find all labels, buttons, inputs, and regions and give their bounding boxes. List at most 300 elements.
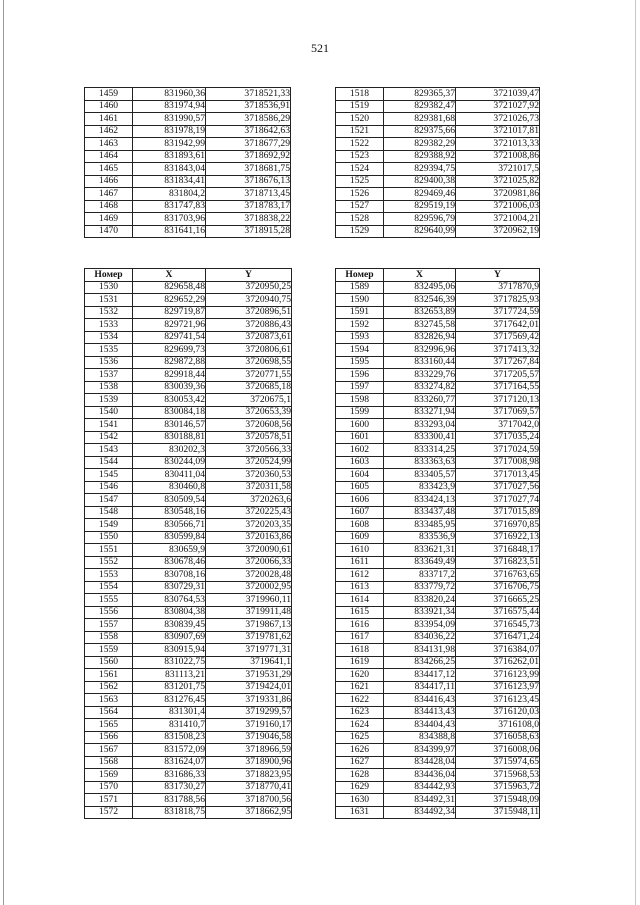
table-row xyxy=(85,113,291,126)
x-coordinate-cell: 830146,57 xyxy=(133,419,206,432)
point-number-cell: 1554 xyxy=(85,581,133,594)
x-coordinate-cell: 834417,12 xyxy=(384,669,456,682)
table-row xyxy=(336,225,540,238)
point-number-cell: 1592 xyxy=(336,319,384,332)
y-coordinate-cell: 3716665,25 xyxy=(456,594,540,607)
table-row xyxy=(336,631,540,644)
x-coordinate-cell: 833423,9 xyxy=(384,481,456,494)
y-coordinate-cell: 3718662,95 xyxy=(206,806,292,819)
x-coordinate-cell: 834131,98 xyxy=(384,644,456,657)
x-coordinate-cell: 833485,95 xyxy=(384,519,456,532)
x-coordinate-cell: 829382,29 xyxy=(384,138,456,151)
table-row xyxy=(336,294,540,307)
x-coordinate-cell: 831703,96 xyxy=(133,213,206,226)
x-coordinate-cell: 832546,39 xyxy=(384,294,456,307)
point-number-cell: 1571 xyxy=(85,794,133,807)
table-row xyxy=(336,619,540,632)
x-coordinate-cell: 831804,2 xyxy=(133,188,206,201)
y-coordinate-cell: 3720806,61 xyxy=(206,344,292,357)
table-row xyxy=(85,581,292,594)
point-number-cell: 1609 xyxy=(336,531,384,544)
y-coordinate-cell: 3717724,59 xyxy=(456,306,540,319)
table-row xyxy=(336,744,540,757)
x-coordinate-cell: 831508,23 xyxy=(133,731,206,744)
x-coordinate-cell: 830202,3 xyxy=(133,444,206,457)
y-coordinate-cell: 3717027,74 xyxy=(456,494,540,507)
point-number-cell: 1606 xyxy=(336,494,384,507)
y-coordinate-cell: 3719424,01 xyxy=(206,681,292,694)
y-coordinate-cell: 3721026,73 xyxy=(456,113,540,126)
table-row xyxy=(336,100,540,113)
x-coordinate-cell: 831572,09 xyxy=(133,744,206,757)
point-number-cell: 1619 xyxy=(336,656,384,669)
x-coordinate-cell: 833271,94 xyxy=(384,406,456,419)
table-row xyxy=(336,731,540,744)
y-coordinate-cell: 3718783,17 xyxy=(206,200,291,213)
x-coordinate-cell: 829741,54 xyxy=(133,331,206,344)
x-coordinate-cell: 831276,45 xyxy=(133,694,206,707)
y-coordinate-cell: 3716123,45 xyxy=(456,694,540,707)
x-coordinate-cell: 830509,54 xyxy=(133,494,206,507)
y-coordinate-cell: 3717069,57 xyxy=(456,406,540,419)
y-coordinate-cell: 3721004,21 xyxy=(456,213,540,226)
point-number-cell: 1613 xyxy=(336,581,384,594)
table-row xyxy=(336,150,540,163)
table-row xyxy=(336,506,540,519)
y-coordinate-cell: 3717413,32 xyxy=(456,344,540,357)
x-coordinate-cell: 834036,22 xyxy=(384,631,456,644)
x-coordinate-cell: 833293,04 xyxy=(384,419,456,432)
column-header-y: Y xyxy=(456,269,540,282)
y-coordinate-cell: 3721008,86 xyxy=(456,150,540,163)
point-number-cell: 1590 xyxy=(336,294,384,307)
point-number-cell: 1470 xyxy=(85,225,133,238)
point-number-cell: 1604 xyxy=(336,469,384,482)
point-number-cell: 1621 xyxy=(336,681,384,694)
x-coordinate-cell: 833621,31 xyxy=(384,544,456,557)
point-number-cell: 1596 xyxy=(336,369,384,382)
y-coordinate-cell: 3715948,09 xyxy=(456,794,540,807)
point-number-cell: 1608 xyxy=(336,519,384,532)
y-coordinate-cell: 3720090,61 xyxy=(206,544,292,557)
table-row xyxy=(85,781,292,794)
x-coordinate-cell: 831686,33 xyxy=(133,769,206,782)
table-row xyxy=(85,806,292,819)
table-row xyxy=(336,494,540,507)
table-row xyxy=(85,100,291,113)
x-coordinate-cell: 829375,66 xyxy=(384,125,456,138)
point-number-cell: 1466 xyxy=(85,175,133,188)
y-coordinate-cell: 3716008,06 xyxy=(456,744,540,757)
point-number-cell: 1543 xyxy=(85,444,133,457)
y-coordinate-cell: 3720566,33 xyxy=(206,444,292,457)
point-number-cell: 1620 xyxy=(336,669,384,682)
y-coordinate-cell: 3718915,28 xyxy=(206,225,291,238)
y-coordinate-cell: 3718642,63 xyxy=(206,125,291,138)
point-number-cell: 1520 xyxy=(336,113,384,126)
table-row xyxy=(85,706,292,719)
y-coordinate-cell: 3717013,45 xyxy=(456,469,540,482)
table-row xyxy=(85,213,291,226)
x-coordinate-cell: 833300,41 xyxy=(384,431,456,444)
x-coordinate-cell: 830915,94 xyxy=(133,644,206,657)
table-row xyxy=(85,319,292,332)
y-coordinate-cell: 3718521,33 xyxy=(206,88,291,101)
table-row xyxy=(336,606,540,619)
x-coordinate-cell: 829652,29 xyxy=(133,294,206,307)
point-number-cell: 1599 xyxy=(336,406,384,419)
x-coordinate-cell: 833536,9 xyxy=(384,531,456,544)
y-coordinate-cell: 3716763,65 xyxy=(456,569,540,582)
y-coordinate-cell: 3719771,31 xyxy=(206,644,292,657)
table-row xyxy=(336,306,540,319)
table-row xyxy=(85,744,292,757)
y-coordinate-cell: 3715968,53 xyxy=(456,769,540,782)
y-coordinate-cell: 3716384,07 xyxy=(456,644,540,657)
point-number-cell: 1557 xyxy=(85,619,133,632)
point-number-cell: 1544 xyxy=(85,456,133,469)
y-coordinate-cell: 3720771,55 xyxy=(206,369,292,382)
y-coordinate-cell: 3717825,93 xyxy=(456,294,540,307)
point-number-cell: 1469 xyxy=(85,213,133,226)
y-coordinate-cell: 3717008,98 xyxy=(456,456,540,469)
table-row xyxy=(85,200,291,213)
table-row xyxy=(336,444,540,457)
x-coordinate-cell: 831788,56 xyxy=(133,794,206,807)
x-coordinate-cell: 831990,57 xyxy=(133,113,206,126)
table-row xyxy=(85,631,292,644)
y-coordinate-cell: 3717267,84 xyxy=(456,356,540,369)
x-coordinate-cell: 834442,93 xyxy=(384,781,456,794)
point-number-cell: 1555 xyxy=(85,594,133,607)
table-row xyxy=(85,794,292,807)
point-number-cell: 1553 xyxy=(85,569,133,582)
point-number-cell: 1518 xyxy=(336,88,384,101)
table-row xyxy=(336,200,540,213)
point-number-cell: 1521 xyxy=(336,125,384,138)
table-row xyxy=(336,669,540,682)
y-coordinate-cell: 3716123,99 xyxy=(456,669,540,682)
point-number-cell: 1459 xyxy=(85,88,133,101)
point-number-cell: 1464 xyxy=(85,150,133,163)
y-coordinate-cell: 3720685,18 xyxy=(206,381,292,394)
x-coordinate-cell: 830566,71 xyxy=(133,519,206,532)
table-row xyxy=(336,431,540,444)
x-coordinate-cell: 830411,04 xyxy=(133,469,206,482)
table-row xyxy=(85,644,292,657)
table-row xyxy=(85,150,291,163)
x-coordinate-cell: 831730,27 xyxy=(133,781,206,794)
point-number-cell: 1605 xyxy=(336,481,384,494)
table-row xyxy=(85,756,292,769)
table-row xyxy=(85,163,291,176)
x-coordinate-cell: 829699,73 xyxy=(133,344,206,357)
x-coordinate-cell: 829918,44 xyxy=(133,369,206,382)
y-coordinate-cell: 3717164,55 xyxy=(456,381,540,394)
point-number-cell: 1607 xyxy=(336,506,384,519)
table-row xyxy=(85,656,292,669)
y-coordinate-cell: 3721039,47 xyxy=(456,88,540,101)
x-coordinate-cell: 833717,2 xyxy=(384,569,456,582)
x-coordinate-cell: 829872,88 xyxy=(133,356,206,369)
point-number-cell: 1528 xyxy=(336,213,384,226)
y-coordinate-cell: 3719911,48 xyxy=(206,606,292,619)
table-row xyxy=(85,431,292,444)
x-coordinate-cell: 829382,47 xyxy=(384,100,456,113)
point-number-cell: 1538 xyxy=(85,381,133,394)
x-coordinate-cell: 829596,79 xyxy=(384,213,456,226)
x-coordinate-cell: 833820,24 xyxy=(384,594,456,607)
column-header-x: X xyxy=(384,269,456,282)
y-coordinate-cell: 3720203,35 xyxy=(206,519,292,532)
y-coordinate-cell: 3718700,56 xyxy=(206,794,292,807)
point-number-cell: 1522 xyxy=(336,138,384,151)
point-number-cell: 1531 xyxy=(85,294,133,307)
y-coordinate-cell: 3716706,75 xyxy=(456,581,540,594)
x-coordinate-cell: 831641,16 xyxy=(133,225,206,238)
x-coordinate-cell: 833649,49 xyxy=(384,556,456,569)
y-coordinate-cell: 3718681,75 xyxy=(206,163,291,176)
x-coordinate-cell: 829640,99 xyxy=(384,225,456,238)
y-coordinate-cell: 3718838,22 xyxy=(206,213,291,226)
y-coordinate-cell: 3720608,56 xyxy=(206,419,292,432)
x-coordinate-cell: 833274,82 xyxy=(384,381,456,394)
x-coordinate-cell: 831843,04 xyxy=(133,163,206,176)
point-number-cell: 1545 xyxy=(85,469,133,482)
x-coordinate-cell: 832653,89 xyxy=(384,306,456,319)
point-number-cell: 1565 xyxy=(85,719,133,732)
table-row xyxy=(85,469,292,482)
point-number-cell: 1561 xyxy=(85,669,133,682)
x-coordinate-cell: 833779,72 xyxy=(384,581,456,594)
point-number-cell: 1467 xyxy=(85,188,133,201)
y-coordinate-cell: 3717205,57 xyxy=(456,369,540,382)
y-coordinate-cell: 3721017,81 xyxy=(456,125,540,138)
x-coordinate-cell: 834266,25 xyxy=(384,656,456,669)
table-row xyxy=(85,531,292,544)
y-coordinate-cell: 3717015,89 xyxy=(456,506,540,519)
point-number-cell: 1616 xyxy=(336,619,384,632)
point-number-cell: 1568 xyxy=(85,756,133,769)
table-row xyxy=(85,406,292,419)
y-coordinate-cell: 3717120,13 xyxy=(456,394,540,407)
point-number-cell: 1537 xyxy=(85,369,133,382)
table-row xyxy=(85,419,292,432)
x-coordinate-cell: 833954,09 xyxy=(384,619,456,632)
y-coordinate-cell: 3716108,0 xyxy=(456,719,540,732)
y-coordinate-cell: 3717024,59 xyxy=(456,444,540,457)
point-number-cell: 1559 xyxy=(85,644,133,657)
y-coordinate-cell: 3715948,11 xyxy=(456,806,540,819)
x-coordinate-cell: 829381,68 xyxy=(384,113,456,126)
table-row xyxy=(85,331,292,344)
x-coordinate-cell: 830039,36 xyxy=(133,381,206,394)
table-row xyxy=(336,644,540,657)
y-coordinate-cell: 3717569,42 xyxy=(456,331,540,344)
point-number-cell: 1591 xyxy=(336,306,384,319)
point-number-cell: 1548 xyxy=(85,506,133,519)
x-coordinate-cell: 834492,31 xyxy=(384,794,456,807)
table-row xyxy=(85,394,292,407)
y-coordinate-cell: 3715963,72 xyxy=(456,781,540,794)
point-number-cell: 1593 xyxy=(336,331,384,344)
y-coordinate-cell: 3719531,29 xyxy=(206,669,292,682)
point-number-cell: 1549 xyxy=(85,519,133,532)
table-row xyxy=(85,381,292,394)
table-row xyxy=(85,669,292,682)
table-row xyxy=(336,394,540,407)
table-row xyxy=(85,731,292,744)
x-coordinate-cell: 833314,25 xyxy=(384,444,456,457)
point-number-cell: 1601 xyxy=(336,431,384,444)
x-coordinate-cell: 834399,97 xyxy=(384,744,456,757)
point-number-cell: 1622 xyxy=(336,694,384,707)
y-coordinate-cell: 3719641,1 xyxy=(206,656,292,669)
table-row xyxy=(85,569,292,582)
x-coordinate-cell: 830053,42 xyxy=(133,394,206,407)
point-number-cell: 1524 xyxy=(336,163,384,176)
y-coordinate-cell: 3716262,01 xyxy=(456,656,540,669)
y-coordinate-cell: 3720698,55 xyxy=(206,356,292,369)
table-row xyxy=(336,519,540,532)
x-coordinate-cell: 831893,61 xyxy=(133,150,206,163)
x-coordinate-cell: 831818,75 xyxy=(133,806,206,819)
table-row xyxy=(336,188,540,201)
x-coordinate-cell: 832996,96 xyxy=(384,344,456,357)
table-row xyxy=(336,138,540,151)
x-coordinate-cell: 834388,8 xyxy=(384,731,456,744)
y-coordinate-cell: 3716471,24 xyxy=(456,631,540,644)
table-header-row xyxy=(336,269,540,282)
page-edge-right xyxy=(635,0,636,905)
x-coordinate-cell: 833363,63 xyxy=(384,456,456,469)
y-coordinate-cell: 3718900,96 xyxy=(206,756,292,769)
point-number-cell: 1525 xyxy=(336,175,384,188)
point-number-cell: 1556 xyxy=(85,606,133,619)
y-coordinate-cell: 3716848,17 xyxy=(456,544,540,557)
x-coordinate-cell: 830244,09 xyxy=(133,456,206,469)
point-number-cell: 1534 xyxy=(85,331,133,344)
table-row xyxy=(85,694,292,707)
point-number-cell: 1462 xyxy=(85,125,133,138)
point-number-cell: 1595 xyxy=(336,356,384,369)
point-number-cell: 1535 xyxy=(85,344,133,357)
y-coordinate-cell: 3718676,13 xyxy=(206,175,291,188)
table-row xyxy=(336,406,540,419)
point-number-cell: 1617 xyxy=(336,631,384,644)
point-number-cell: 1623 xyxy=(336,706,384,719)
x-coordinate-cell: 832826,94 xyxy=(384,331,456,344)
x-coordinate-cell: 831201,75 xyxy=(133,681,206,694)
point-number-cell: 1519 xyxy=(336,100,384,113)
point-number-cell: 1626 xyxy=(336,744,384,757)
y-coordinate-cell: 3720163,86 xyxy=(206,531,292,544)
coordinate-table-top-right xyxy=(335,87,540,238)
table-row xyxy=(85,306,292,319)
x-coordinate-cell: 829469,46 xyxy=(384,188,456,201)
table-row xyxy=(336,719,540,732)
x-coordinate-cell: 834436,04 xyxy=(384,769,456,782)
table-row xyxy=(85,494,292,507)
table-row xyxy=(85,544,292,557)
table-row xyxy=(336,88,540,101)
table-row xyxy=(336,419,540,432)
point-number-cell: 1532 xyxy=(85,306,133,319)
x-coordinate-cell: 830708,16 xyxy=(133,569,206,582)
x-coordinate-cell: 829388,92 xyxy=(384,150,456,163)
point-number-cell: 1536 xyxy=(85,356,133,369)
table-row xyxy=(336,125,540,138)
x-coordinate-cell: 829400,38 xyxy=(384,175,456,188)
table-row xyxy=(85,344,292,357)
point-number-cell: 1611 xyxy=(336,556,384,569)
point-number-cell: 1618 xyxy=(336,644,384,657)
coordinate-table-bottom-right xyxy=(335,268,540,819)
table-row xyxy=(336,656,540,669)
x-coordinate-cell: 830084,18 xyxy=(133,406,206,419)
table-row xyxy=(336,806,540,819)
table-row xyxy=(336,544,540,557)
table-row xyxy=(85,356,292,369)
table-row xyxy=(85,619,292,632)
point-number-cell: 1523 xyxy=(336,150,384,163)
point-number-cell: 1463 xyxy=(85,138,133,151)
y-coordinate-cell: 3718692,92 xyxy=(206,150,291,163)
y-coordinate-cell: 3720981,86 xyxy=(456,188,540,201)
x-coordinate-cell: 833160,44 xyxy=(384,356,456,369)
y-coordinate-cell: 3716922,13 xyxy=(456,531,540,544)
table-row xyxy=(85,281,292,294)
y-coordinate-cell: 3719960,11 xyxy=(206,594,292,607)
point-number-cell: 1630 xyxy=(336,794,384,807)
table-row xyxy=(336,694,540,707)
point-number-cell: 1603 xyxy=(336,456,384,469)
y-coordinate-cell: 3720263,6 xyxy=(206,494,292,507)
point-number-cell: 1526 xyxy=(336,188,384,201)
y-coordinate-cell: 3721006,03 xyxy=(456,200,540,213)
table-row xyxy=(85,88,291,101)
table-row xyxy=(85,681,292,694)
y-coordinate-cell: 3720225,43 xyxy=(206,506,292,519)
y-coordinate-cell: 3719331,86 xyxy=(206,694,292,707)
point-number-cell: 1594 xyxy=(336,344,384,357)
table-row xyxy=(336,369,540,382)
point-number-cell: 1597 xyxy=(336,381,384,394)
y-coordinate-cell: 3715974,65 xyxy=(456,756,540,769)
y-coordinate-cell: 3720886,43 xyxy=(206,319,292,332)
table-row xyxy=(336,344,540,357)
y-coordinate-cell: 3719160,17 xyxy=(206,719,292,732)
table-row xyxy=(336,113,540,126)
y-coordinate-cell: 3717027,56 xyxy=(456,481,540,494)
point-number-cell: 1546 xyxy=(85,481,133,494)
y-coordinate-cell: 3720360,53 xyxy=(206,469,292,482)
table-row xyxy=(336,163,540,176)
table-row xyxy=(85,456,292,469)
table-row xyxy=(336,456,540,469)
y-coordinate-cell: 3719781,62 xyxy=(206,631,292,644)
x-coordinate-cell: 830659,9 xyxy=(133,544,206,557)
table-row xyxy=(85,519,292,532)
x-coordinate-cell: 829721,96 xyxy=(133,319,206,332)
table-row xyxy=(336,481,540,494)
point-number-cell: 1610 xyxy=(336,544,384,557)
x-coordinate-cell: 831978,19 xyxy=(133,125,206,138)
x-coordinate-cell: 834404,43 xyxy=(384,719,456,732)
table-row xyxy=(85,225,291,238)
table-row xyxy=(336,794,540,807)
coordinate-table-bottom-left xyxy=(84,268,292,819)
